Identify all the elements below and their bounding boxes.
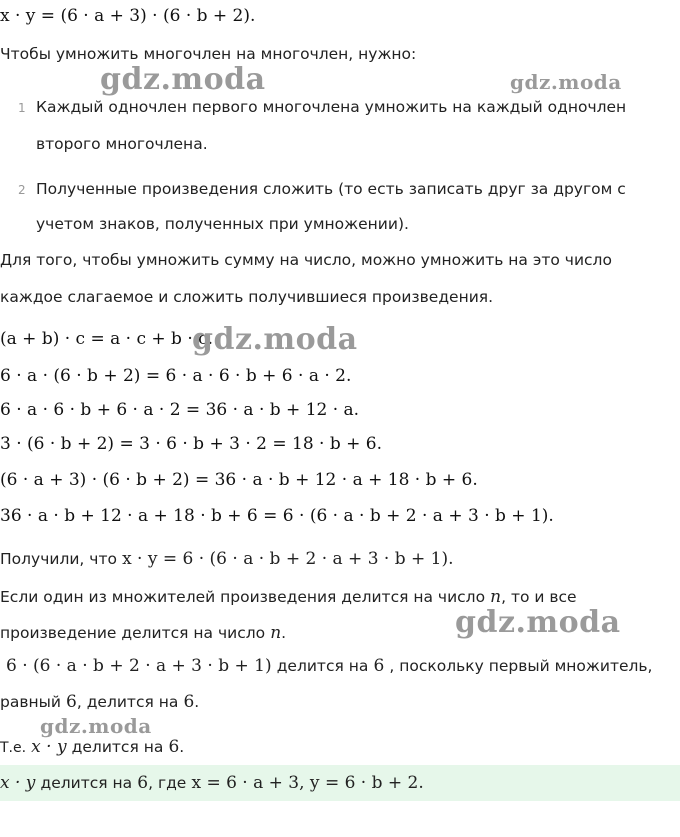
- equation-step-2: 6 · a · 6 · b + 6 · a · 2 = 36 · a · b + 12 · a.: [0, 400, 360, 420]
- step-2-line-2: учетом знаков, полученных при умножении).: [36, 215, 409, 233]
- step-2-line-1: Полученные произведения сложить (то есть записать друг за другом с: [36, 180, 626, 198]
- step-1-line-1: Каждый одночлен первого многочлена умножить на каждый одночлен: [36, 98, 627, 116]
- answer-math-1: x · y: [0, 773, 36, 793]
- answer-six: 6: [137, 773, 149, 793]
- conclusion-text-4: , делится на: [76, 693, 179, 711]
- te-line: [0, 737, 184, 757]
- header-equation: x · y = (6 · a + 3) · (6 · b + 2).: [0, 6, 256, 26]
- rule3-n-2: n: [270, 623, 282, 643]
- rule2-line-1: Для того, чтобы умножить сумму на число, можно умножить на это число: [0, 251, 612, 269]
- result-text: Получили, что: [0, 550, 117, 568]
- conclusion-six-2: 6: [66, 692, 77, 712]
- answer-line: [0, 773, 424, 793]
- conclusion-six-1: 6: [373, 656, 385, 676]
- watermark-3: gdz.moda: [192, 322, 358, 357]
- rule2-line-2: каждое слагаемое и сложить получившиеся произведения.: [0, 288, 494, 306]
- conclusion-math: 6 · (6 · a · b + 2 · a + 3 · b + 1): [6, 656, 272, 676]
- answer-math-2: x = 6 · a + 3, y = 6 · b + 2.: [191, 773, 424, 793]
- conclusion-text-1: делится на: [276, 657, 369, 675]
- equation-step-3: 3 · (6 · b + 2) = 3 · 6 · b + 3 · 2 = 18 · b + 6.: [0, 434, 383, 454]
- watermark-1: gdz.moda: [100, 62, 266, 97]
- te-text: делится на: [71, 738, 164, 756]
- rule3-text-3: произведение делится на число: [0, 624, 266, 642]
- answer-box: [0, 765, 680, 801]
- step-1-line-2: второго многочлена.: [36, 135, 208, 153]
- conclusion-text-3: равный: [0, 693, 61, 711]
- rule3-text-2: , то и все: [501, 588, 577, 606]
- rule3-line-2: [0, 623, 286, 643]
- rule3-text-1: Если один из множителей произведения делится на число: [0, 588, 486, 606]
- conclusion-line-2: [0, 692, 199, 712]
- watermark-5: gdz.moda: [40, 714, 152, 738]
- te-math: x · y: [31, 737, 67, 757]
- conclusion-line-1: [6, 656, 652, 676]
- te-dot: .: [179, 738, 185, 756]
- result-math: x · y = 6 · (6 · a · b + 2 · a + 3 · b + 1).: [122, 549, 454, 569]
- step-2-number: 2: [18, 183, 26, 197]
- answer-text-2: , где: [148, 774, 187, 792]
- watermark-4: gdz.moda: [455, 605, 621, 640]
- equation-step-4: (6 · a + 3) · (6 · b + 2) = 36 · a · b + 12 · a + 18 · b + 6.: [0, 470, 478, 490]
- step-1-number: 1: [18, 101, 26, 115]
- conclusion-text-5: .: [194, 693, 200, 711]
- rule-intro: Чтобы умножить многочлен на многочлен, нужно:: [0, 45, 417, 63]
- rule3-n-1: n: [490, 587, 502, 607]
- conclusion-text-2: , поскольку первый множитель,: [389, 657, 653, 675]
- te-prefix: Т.е.: [0, 740, 27, 756]
- equation-step-1: 6 · a · (6 · b + 2) = 6 · a · 6 · b + 6 · a · 2.: [0, 366, 352, 386]
- rule3-line-1: [0, 587, 577, 607]
- te-six: 6: [168, 737, 180, 757]
- result-line: [0, 549, 454, 569]
- answer-text-1: делится на: [40, 774, 133, 792]
- rule3-text-4: .: [281, 624, 287, 642]
- equation-step-5: 36 · a · b + 12 · a + 18 · b + 6 = 6 · (6 · a · b + 2 · a + 3 · b + 1).: [0, 506, 554, 526]
- conclusion-six-3: 6: [183, 692, 195, 712]
- equation-distributive: (a + b) · c = a · c + b · c.: [0, 329, 214, 349]
- watermark-2: gdz.moda: [510, 70, 622, 94]
